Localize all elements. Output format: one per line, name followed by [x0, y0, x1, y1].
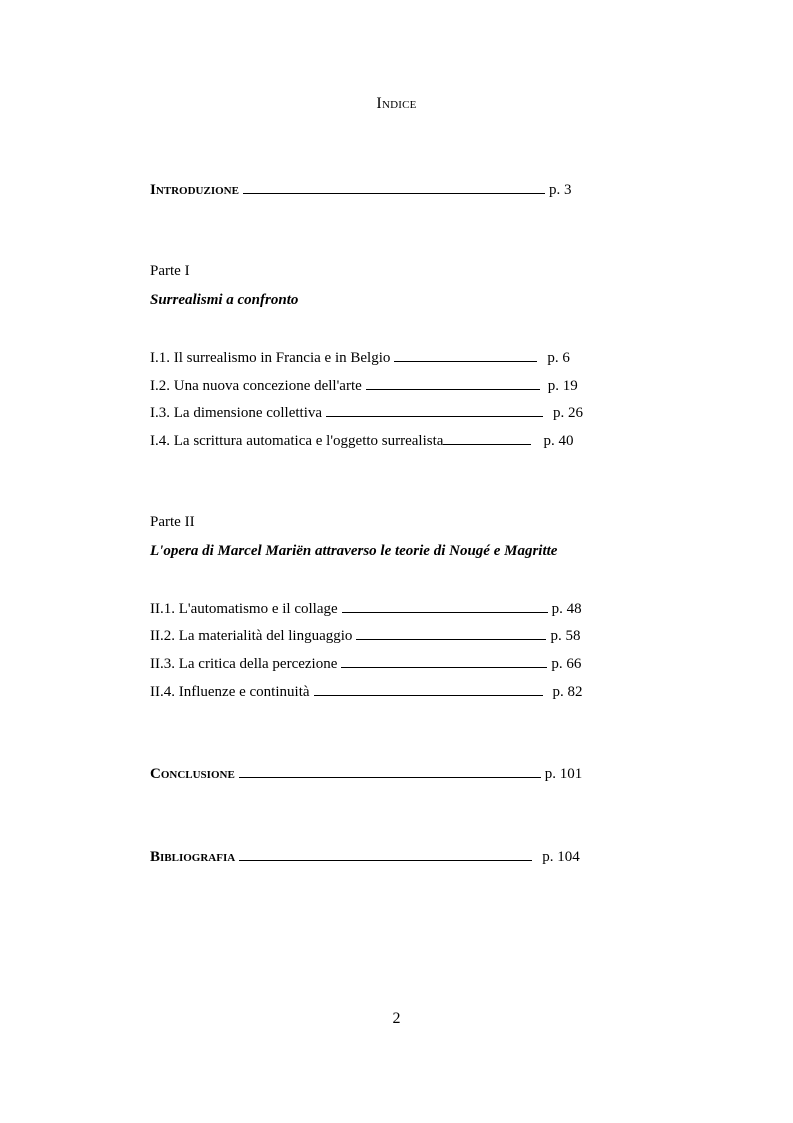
- toc-entry-bibliografia[interactable]: [150, 847, 580, 866]
- toc-entry-conclusione[interactable]: [150, 764, 582, 783]
- leader-line: [394, 348, 537, 362]
- toc-page: p. 82: [552, 684, 583, 700]
- toc-label: II.1. L'automatismo e il collage: [150, 601, 338, 617]
- toc-page: p. 19: [547, 378, 578, 394]
- toc-page: p. 40: [543, 433, 574, 449]
- toc-page: p. 3: [548, 182, 572, 198]
- page-number: 2: [392, 1010, 401, 1027]
- toc-page: p. 66: [551, 656, 582, 672]
- toc-page: p. 101: [544, 766, 583, 782]
- part-1-subtitle: Surrealismi a confronto: [150, 292, 299, 308]
- leader-line: [239, 847, 532, 861]
- leader-line: [243, 180, 545, 194]
- toc-entry[interactable]: [150, 599, 582, 618]
- leader-line: [356, 626, 546, 640]
- toc-label: Bibliografia: [150, 849, 236, 865]
- part-2-heading: Parte II: [150, 514, 195, 530]
- toc-page: p. 48: [551, 601, 582, 617]
- part-1-heading: Parte I: [150, 263, 190, 279]
- leader-line: [443, 431, 531, 445]
- leader-line: [239, 764, 541, 778]
- toc-label: II.4. Influenze e continuità: [150, 684, 310, 700]
- toc-entry[interactable]: [150, 654, 581, 673]
- toc-page: p. 58: [550, 628, 581, 644]
- toc-entry[interactable]: [150, 431, 573, 450]
- toc-entry[interactable]: [150, 403, 583, 422]
- toc-entry-introduzione[interactable]: [150, 180, 571, 199]
- toc-label: I.2. Una nuova concezione dell'arte: [150, 378, 362, 394]
- toc-label: I.4. La scrittura automatica e l'oggetto surrealista: [150, 433, 444, 449]
- toc-entry[interactable]: [150, 682, 583, 701]
- leader-line: [366, 376, 540, 390]
- page-title: Indice: [376, 95, 417, 112]
- toc-page: p. 6: [547, 350, 570, 366]
- toc-page: p. 26: [553, 405, 584, 421]
- toc-label: Introduzione: [150, 182, 239, 198]
- leader-line: [314, 682, 543, 696]
- leader-line: [342, 599, 548, 613]
- toc-entry[interactable]: [150, 376, 578, 395]
- leader-line: [326, 403, 543, 417]
- toc-entry[interactable]: [150, 626, 580, 645]
- toc-label: II.2. La materialità del linguaggio: [150, 628, 353, 644]
- toc-entry[interactable]: [150, 348, 570, 367]
- toc-page: p. 104: [542, 849, 580, 865]
- toc-label: I.3. La dimensione collettiva: [150, 405, 323, 421]
- leader-line: [341, 654, 547, 668]
- part-2-subtitle: L'opera di Marcel Mariën attraverso le teorie di Nougé e Magritte: [150, 543, 558, 559]
- toc-label: II.3. La critica della percezione: [150, 656, 338, 672]
- toc-label: Conclusione: [150, 766, 235, 782]
- toc-label: I.1. Il surrealismo in Francia e in Belgio: [150, 350, 391, 366]
